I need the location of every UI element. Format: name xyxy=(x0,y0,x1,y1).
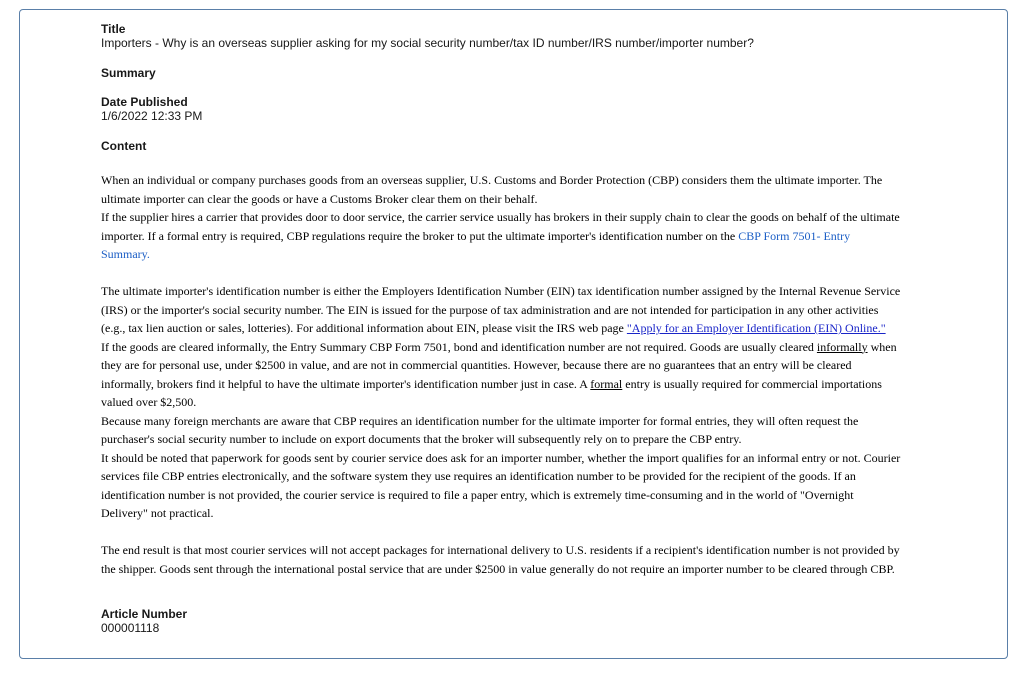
content-paragraph-2 xyxy=(101,208,901,264)
paragraph-spacer xyxy=(101,264,901,283)
content-paragraph-5: Because many foreign merchants are aware that CBP requires an identification number for the ultimate importer for formal entries, they will often request the purchaser's social security number to include on export documents that the broker will subsequently rely on to prepare the CBP entry. xyxy=(101,413,859,446)
content-paragraph-6: It should be noted that paperwork for goods sent by courier service does ask for an importer number, whether the import qualifies for an informal entry or not. Courier services file CBP entries electronically, and the software system they use requires an identification number to be provided for the recipient of the goods. If an identification number is not provided, the courier service is required to file a paper entry, which is extremely time-consuming and in the world of "Overnight Delivery" not practical. xyxy=(101,450,901,520)
apply-ein-online-link[interactable]: "Apply for an Employer Identification (EIN) Online." xyxy=(626,321,886,335)
article-number-label: Article Number xyxy=(101,607,188,621)
article-number-value: 000001118 xyxy=(101,621,160,635)
title-value: Importers - Why is an overseas supplier asking for my social security number/tax ID number/IRS number/importer number? xyxy=(101,36,754,50)
content-paragraph-7: The end result is that most courier services will not accept packages for international delivery to U.S. residents if a recipient's identification number is not provided by the shipper. Goods sent through the international postal service that are under $2500 in value generally do not require an importer number to be cleared through CBP. xyxy=(101,543,900,576)
date-published-field xyxy=(101,95,202,124)
content-paragraph-4 xyxy=(101,338,901,412)
formal-underlined: formal xyxy=(590,376,623,391)
date-published-label: Date Published xyxy=(101,95,188,109)
title-label: Title xyxy=(101,22,126,36)
paragraph-4-text-a: If the goods are cleared informally, the Entry Summary CBP Form 7501, bond and identification number are not required. Goods are usually cleared xyxy=(101,339,817,354)
summary-field xyxy=(101,66,156,80)
title-field xyxy=(101,22,754,51)
content-paragraph-1: When an individual or company purchases goods from an overseas supplier, U.S. Customs and Border Protection (CBP) considers them the ultimate importer. The ultimate importer can clear the goods or have a Customs Broker clear them on their behalf. xyxy=(101,173,883,206)
paragraph-4-text-c: entry is usually required for commercial importations valued over $2,500. xyxy=(101,376,882,409)
content-field xyxy=(101,139,146,153)
article-content xyxy=(101,171,901,578)
paragraph-4-text-b: when they are for personal use, under $2500 in value, and are not in commercial quantities. However, because there are no guarantees that an entry will be cleared informally, brokers find it helpful to have the ultimate importer's identification number just in case. A xyxy=(101,339,897,391)
paragraph-2-text: If the supplier hires a carrier that provides door to door service, the carrier service usually has brokers in their supply chain to clear the goods on behalf of the ultimate importer. If a formal entry is required, CBP regulations require the broker to put the ultimate importer's identification number on the xyxy=(101,210,900,243)
cbp-form-7501-link[interactable]: CBP Form 7501- Entry Summary. xyxy=(101,228,851,261)
article-number-field xyxy=(101,607,187,636)
informally-underlined: informally xyxy=(816,339,868,354)
paragraph-spacer xyxy=(101,523,901,542)
summary-label: Summary xyxy=(101,66,156,80)
content-paragraph-3 xyxy=(101,282,901,338)
paragraph-3-text: The ultimate importer's identification number is either the Employers Identification Number (EIN) tax identification number assigned by the Internal Revenue Service (IRS) or the importer's social security number. The EIN is issued for the purpose of tax administration and are not intended for participation in any other activities (e.g., tax lien auction or sales, lotteries). For additional information about EIN, please visit the IRS web page xyxy=(101,284,901,335)
content-label: Content xyxy=(101,139,147,153)
date-published-value: 1/6/2022 12:33 PM xyxy=(101,109,203,123)
